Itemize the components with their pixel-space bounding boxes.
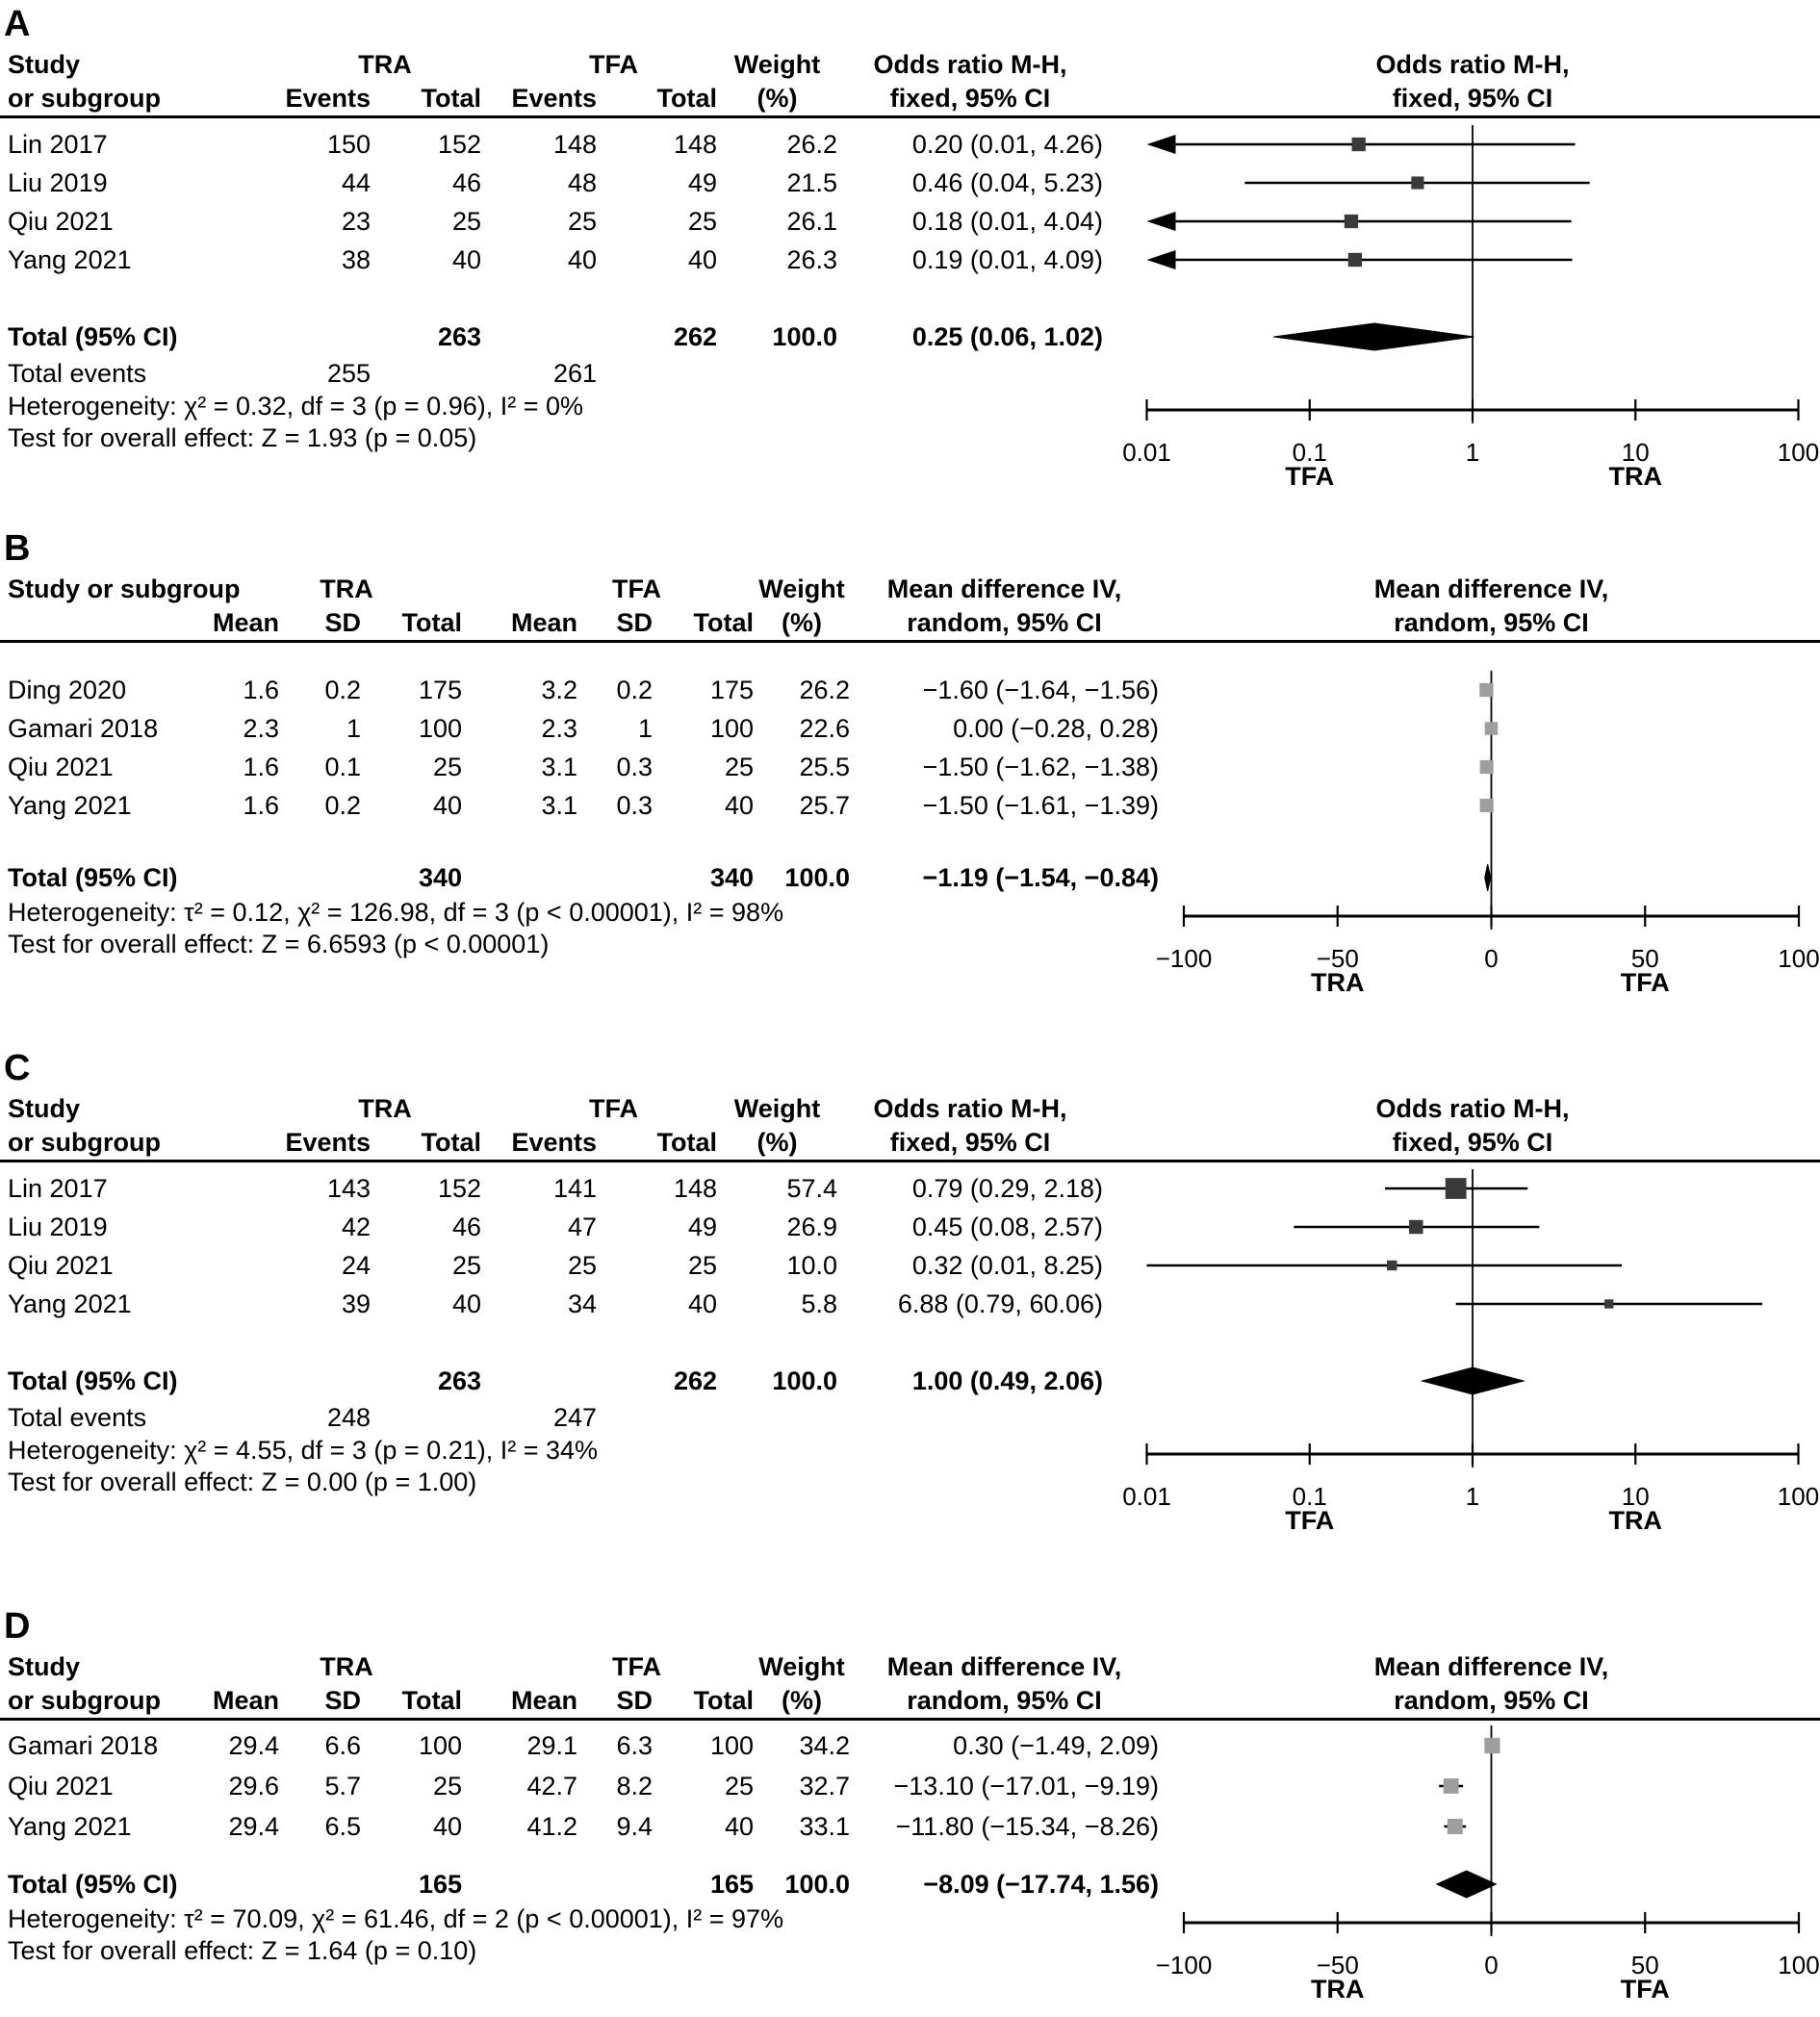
axis-tick-label: 0 <box>1484 1951 1499 1979</box>
total-weight: 100.0 <box>772 322 837 351</box>
effect-square <box>1352 138 1366 151</box>
col-header-effect-line1: Mean difference IV, <box>886 1652 1122 1681</box>
value-cell: 40 <box>567 245 597 274</box>
effect-square <box>1485 722 1498 734</box>
axis-right-group-label: TFA <box>1620 1975 1670 2004</box>
overall-test-text: Test for overall effect: Z = 1.64 (p = 0.10) <box>8 1936 477 1965</box>
col-header-sub: Events <box>511 84 597 113</box>
axis-left-group-label: TRA <box>1311 1975 1365 2004</box>
total-n2: 262 <box>673 322 717 351</box>
total-diamond <box>1273 323 1474 350</box>
value-cell: 6.5 <box>324 1812 361 1841</box>
value-cell: 40 <box>724 791 754 820</box>
ci-text: 0.45 (0.08, 2.57) <box>911 1213 1103 1241</box>
value-cell: 46 <box>451 1213 481 1241</box>
col-header-effect-line2: fixed, 95% CI <box>889 1128 1051 1157</box>
study-name: Yang 2021 <box>8 791 132 820</box>
value-cell: 150 <box>326 130 371 159</box>
col-header-sub: SD <box>616 608 653 637</box>
axis-tick-label: −50 <box>1316 1951 1359 1979</box>
weight-cell: 26.2 <box>786 130 837 159</box>
col-header-sub: Total <box>656 1128 717 1157</box>
value-cell: 25 <box>687 207 717 236</box>
col-header-weight-unit: (%) <box>756 1128 798 1157</box>
axis-tick-label: 0 <box>1484 944 1499 973</box>
total-diamond <box>1423 1367 1525 1394</box>
value-cell: 38 <box>341 245 371 274</box>
panel-label: D <box>4 1606 31 1647</box>
total-n2: 340 <box>709 863 754 892</box>
weight-cell: 21.5 <box>786 168 837 197</box>
total-events-v2: 261 <box>552 359 597 388</box>
value-cell: 24 <box>341 1251 371 1280</box>
col-header-sub: Total <box>421 1128 481 1157</box>
total-ci-text: −8.09 (−17.74, 1.56) <box>923 1870 1159 1899</box>
overall-test-text: Test for overall effect: Z = 6.6593 (p < 0.00001) <box>8 930 550 958</box>
ci-text: 0.79 (0.29, 2.18) <box>911 1174 1103 1203</box>
study-name: Qiu 2021 <box>8 1772 114 1800</box>
total-label: Total (95% CI) <box>8 863 178 892</box>
col-header-weight: Weight <box>733 1094 821 1123</box>
value-cell: 49 <box>687 168 717 197</box>
heterogeneity-text: Heterogeneity: τ² = 0.12, χ² = 126.98, df = 3 (p < 0.00001), I² = 98% <box>8 898 784 927</box>
col-header-weight-unit: (%) <box>782 1686 822 1715</box>
value-cell: 152 <box>437 130 481 159</box>
panel-label: A <box>4 4 31 44</box>
study-name: Qiu 2021 <box>8 207 114 236</box>
axis-tick-label: 0.01 <box>1122 1482 1171 1511</box>
header-rule <box>0 115 1820 118</box>
col-header-sub: Total <box>421 84 481 113</box>
effect-square <box>1484 1738 1500 1753</box>
total-n1: 263 <box>437 1366 481 1395</box>
value-cell: 42.7 <box>526 1772 577 1800</box>
header-rule <box>0 1160 1820 1162</box>
col-header-sub: Events <box>285 1128 371 1157</box>
col-header-sub: Mean <box>212 1686 279 1715</box>
study-name: Liu 2019 <box>8 1213 108 1241</box>
value-cell: 39 <box>341 1289 371 1318</box>
value-cell: 25 <box>567 207 597 236</box>
total-weight: 100.0 <box>784 863 850 892</box>
col-header-group2: TFA <box>612 1652 661 1681</box>
value-cell: 3.1 <box>541 753 577 781</box>
value-cell: 48 <box>567 168 597 197</box>
overall-test-text: Test for overall effect: Z = 0.00 (p = 1.00) <box>8 1468 477 1496</box>
col-header-sub: SD <box>324 608 361 637</box>
total-n1: 263 <box>437 322 481 351</box>
value-cell: 0.2 <box>324 791 361 820</box>
effect-square <box>1387 1261 1397 1270</box>
col-header-sub: Events <box>511 1128 597 1157</box>
value-cell: 25 <box>432 753 462 781</box>
study-name: Lin 2017 <box>8 1174 108 1203</box>
overall-test-text: Test for overall effect: Z = 1.93 (p = 0.05) <box>8 423 477 452</box>
value-cell: 100 <box>418 1731 462 1760</box>
value-cell: 49 <box>687 1213 717 1241</box>
weight-cell: 26.3 <box>786 245 837 274</box>
value-cell: 29.6 <box>228 1772 279 1800</box>
value-cell: 40 <box>687 245 717 274</box>
col-header-sub: Events <box>285 84 371 113</box>
value-cell: 0.3 <box>616 791 653 820</box>
col-header-study-line1: Study <box>8 1094 81 1123</box>
panel-label: B <box>4 528 31 569</box>
header-rule <box>0 1718 1820 1721</box>
total-ci-text: 1.00 (0.49, 2.06) <box>911 1366 1103 1395</box>
value-cell: 47 <box>567 1213 597 1241</box>
col-header-study-line1: Study <box>8 1652 81 1681</box>
col-header-weight-unit: (%) <box>756 84 798 113</box>
total-n1: 165 <box>418 1870 462 1899</box>
value-cell: 148 <box>673 1174 717 1203</box>
total-ci-text: 0.25 (0.06, 1.02) <box>911 322 1103 351</box>
value-cell: 46 <box>451 168 481 197</box>
value-cell: 29.4 <box>228 1812 279 1841</box>
total-diamond <box>1485 864 1491 891</box>
study-name: Ding 2020 <box>8 676 127 704</box>
value-cell: 42 <box>341 1213 371 1241</box>
col-header-effect-line2: fixed, 95% CI <box>889 84 1051 113</box>
ci-text: 0.20 (0.01, 4.26) <box>911 130 1103 159</box>
plot-header-line2: random, 95% CI <box>1394 608 1589 637</box>
total-events-v1: 255 <box>326 359 371 388</box>
value-cell: 41.2 <box>526 1812 577 1841</box>
ci-text: 0.00 (−0.28, 0.28) <box>953 714 1159 743</box>
study-name: Qiu 2021 <box>8 753 114 781</box>
axis-tick-label: −50 <box>1316 944 1359 973</box>
col-header-study-line2: or subgroup <box>8 1128 161 1157</box>
col-header-sub: Total <box>693 1686 754 1715</box>
value-cell: 8.2 <box>616 1772 653 1800</box>
plot-header-line2: random, 95% CI <box>1394 1686 1589 1715</box>
col-header-sub: SD <box>616 1686 653 1715</box>
axis-left-group-label: TRA <box>1311 968 1365 997</box>
axis-right-group-label: TRA <box>1608 462 1662 491</box>
weight-cell: 22.6 <box>799 714 850 743</box>
study-name: Gamari 2018 <box>8 714 159 743</box>
col-header-group1: TRA <box>320 1652 373 1681</box>
col-header-effect-line1: Mean difference IV, <box>886 574 1122 603</box>
effect-square <box>1480 760 1494 774</box>
col-header-study-line2: or subgroup <box>8 84 161 113</box>
total-events-v2: 247 <box>552 1403 597 1432</box>
effect-square <box>1411 176 1423 189</box>
value-cell: 25 <box>687 1251 717 1280</box>
heterogeneity-text: Heterogeneity: τ² = 70.09, χ² = 61.46, df = 2 (p < 0.00001), I² = 97% <box>8 1904 784 1933</box>
axis-tick-label: 1 <box>1465 438 1480 467</box>
value-cell: 6.6 <box>324 1731 361 1760</box>
value-cell: 1 <box>346 714 361 743</box>
total-n2: 165 <box>709 1870 754 1899</box>
axis-left-group-label: TFA <box>1285 462 1335 491</box>
arrow-left-icon <box>1147 250 1176 269</box>
study-name: Gamari 2018 <box>8 1731 159 1760</box>
total-label: Total (95% CI) <box>8 1870 178 1899</box>
value-cell: 25 <box>451 207 481 236</box>
value-cell: 175 <box>709 676 754 704</box>
value-cell: 40 <box>432 1812 462 1841</box>
value-cell: 100 <box>709 714 754 743</box>
total-events-label: Total events <box>8 359 147 388</box>
value-cell: 40 <box>432 791 462 820</box>
col-header-effect-line2: random, 95% CI <box>907 608 1102 637</box>
effect-square <box>1448 1819 1463 1834</box>
ci-text: 6.88 (0.79, 60.06) <box>897 1289 1103 1318</box>
col-header-effect-line1: Odds ratio M-H, <box>873 1094 1067 1123</box>
col-header-sub: Total <box>401 608 462 637</box>
plot-header-line1: Odds ratio M-H, <box>1375 50 1570 79</box>
col-header-effect-line1: Odds ratio M-H, <box>873 50 1067 79</box>
plot-header-line1: Mean difference IV, <box>1373 574 1609 603</box>
axis-tick-label: 0.01 <box>1122 438 1171 467</box>
col-header-study-line2: or subgroup <box>8 1686 161 1715</box>
axis-tick-label: −100 <box>1155 944 1213 973</box>
ci-text: 0.46 (0.04, 5.23) <box>911 168 1103 197</box>
panel-label: C <box>4 1048 31 1088</box>
effect-square <box>1345 215 1358 228</box>
col-header-study-line1: Study <box>8 50 81 79</box>
weight-cell: 34.2 <box>799 1731 850 1760</box>
axis-tick-label: 100 <box>1777 438 1820 467</box>
plot-header-line1: Odds ratio M-H, <box>1375 1094 1570 1123</box>
study-name: Yang 2021 <box>8 1812 132 1841</box>
total-ci-text: −1.19 (−1.54, −0.84) <box>922 863 1159 892</box>
axis-tick-label: 0.1 <box>1292 438 1327 467</box>
plot-header-line2: fixed, 95% CI <box>1392 1128 1553 1157</box>
weight-cell: 25.5 <box>799 753 850 781</box>
value-cell: 25 <box>451 1251 481 1280</box>
effect-square <box>1480 799 1494 812</box>
total-n1: 340 <box>418 863 462 892</box>
heterogeneity-text: Heterogeneity: χ² = 4.55, df = 3 (p = 0.21), I² = 34% <box>8 1436 599 1465</box>
forest-plot-D <box>1155 1725 1820 2009</box>
axis-right-group-label: TFA <box>1620 968 1670 997</box>
axis-tick-label: 100 <box>1778 944 1820 973</box>
study-name: Qiu 2021 <box>8 1251 114 1280</box>
value-cell: 1 <box>637 714 653 743</box>
ci-text: −11.80 (−15.34, −8.26) <box>895 1812 1159 1841</box>
value-cell: 0.2 <box>616 676 653 704</box>
forest-plot-B <box>1155 671 1820 1003</box>
study-name: Liu 2019 <box>8 168 108 197</box>
value-cell: 44 <box>341 168 371 197</box>
value-cell: 25 <box>724 1772 754 1800</box>
col-header-weight-unit: (%) <box>782 608 822 637</box>
forest-plot-C <box>1107 1169 1820 1541</box>
arrow-left-icon <box>1147 135 1176 154</box>
value-cell: 152 <box>437 1174 481 1203</box>
value-cell: 9.4 <box>616 1812 653 1841</box>
col-header-weight: Weight <box>758 1652 845 1681</box>
axis-tick-label: 1 <box>1465 1482 1480 1511</box>
value-cell: 0.3 <box>616 753 653 781</box>
col-header-group2: TFA <box>589 50 638 79</box>
value-cell: 148 <box>673 130 717 159</box>
axis-tick-label: −100 <box>1155 1951 1213 1979</box>
weight-cell: 26.2 <box>799 676 850 704</box>
total-label: Total (95% CI) <box>8 322 178 351</box>
value-cell: 34 <box>567 1289 597 1318</box>
col-header-study-line1: Study or subgroup <box>8 574 241 603</box>
col-header-weight: Weight <box>758 574 845 603</box>
ci-text: 0.30 (−1.49, 2.09) <box>953 1731 1159 1760</box>
col-header-group1: TRA <box>358 50 412 79</box>
value-cell: 1.6 <box>243 676 279 704</box>
value-cell: 29.4 <box>228 1731 279 1760</box>
value-cell: 40 <box>451 245 481 274</box>
col-header-group1: TRA <box>358 1094 412 1123</box>
effect-square <box>1446 1178 1467 1199</box>
weight-cell: 5.8 <box>801 1289 837 1318</box>
effect-square <box>1604 1299 1613 1308</box>
effect-square <box>1479 683 1493 697</box>
value-cell: 0.1 <box>324 753 361 781</box>
value-cell: 29.1 <box>526 1731 577 1760</box>
col-header-group2: TFA <box>589 1094 638 1123</box>
total-diamond <box>1437 1871 1497 1898</box>
col-header-weight: Weight <box>733 50 821 79</box>
axis-tick-label: 0.1 <box>1292 1482 1327 1511</box>
ci-text: −13.10 (−17.01, −9.19) <box>893 1772 1159 1800</box>
total-weight: 100.0 <box>784 1870 850 1899</box>
value-cell: 5.7 <box>324 1772 361 1800</box>
axis-tick-label: 10 <box>1621 1482 1650 1511</box>
arrow-left-icon <box>1147 212 1176 231</box>
weight-cell: 25.7 <box>799 791 850 820</box>
heterogeneity-text: Heterogeneity: χ² = 0.32, df = 3 (p = 0.96), I² = 0% <box>8 392 584 421</box>
axis-tick-label: 50 <box>1630 1951 1659 1979</box>
weight-cell: 26.9 <box>786 1213 837 1241</box>
value-cell: 25 <box>567 1251 597 1280</box>
col-header-group2: TFA <box>612 574 661 603</box>
weight-cell: 10.0 <box>786 1251 837 1280</box>
effect-square <box>1409 1220 1423 1234</box>
study-name: Lin 2017 <box>8 130 108 159</box>
value-cell: 40 <box>724 1812 754 1841</box>
axis-tick-label: 10 <box>1621 438 1650 467</box>
value-cell: 1.6 <box>243 753 279 781</box>
weight-cell: 57.4 <box>786 1174 837 1203</box>
study-name: Yang 2021 <box>8 245 132 274</box>
plot-header-line2: fixed, 95% CI <box>1392 84 1553 113</box>
value-cell: 40 <box>687 1289 717 1318</box>
plot-header-line1: Mean difference IV, <box>1373 1652 1609 1681</box>
value-cell: 6.3 <box>616 1731 653 1760</box>
axis-left-group-label: TFA <box>1285 1506 1335 1535</box>
col-header-sub: Mean <box>212 608 279 637</box>
value-cell: 143 <box>326 1174 371 1203</box>
ci-text: −1.50 (−1.61, −1.39) <box>922 791 1159 820</box>
ci-text: −1.50 (−1.62, −1.38) <box>922 753 1159 781</box>
total-weight: 100.0 <box>772 1366 837 1395</box>
value-cell: 175 <box>418 676 462 704</box>
ci-text: 0.32 (0.01, 8.25) <box>911 1251 1103 1280</box>
effect-square <box>1444 1778 1459 1794</box>
value-cell: 2.3 <box>243 714 279 743</box>
axis-tick-label: 50 <box>1630 944 1659 973</box>
axis-tick-label: 100 <box>1778 1951 1820 1979</box>
study-name: Yang 2021 <box>8 1289 132 1318</box>
ci-text: 0.19 (0.01, 4.09) <box>911 245 1103 274</box>
total-events-label: Total events <box>8 1403 147 1432</box>
col-header-sub: Total <box>401 1686 462 1715</box>
forest-plot-A <box>1107 125 1820 497</box>
effect-square <box>1348 253 1362 267</box>
value-cell: 148 <box>552 130 597 159</box>
weight-cell: 33.1 <box>799 1812 850 1841</box>
value-cell: 3.2 <box>541 676 577 704</box>
ci-text: −1.60 (−1.64, −1.56) <box>922 676 1159 704</box>
value-cell: 25 <box>432 1772 462 1800</box>
ci-text: 0.18 (0.01, 4.04) <box>911 207 1103 236</box>
value-cell: 1.6 <box>243 791 279 820</box>
weight-cell: 26.1 <box>786 207 837 236</box>
col-header-sub: Mean <box>510 608 577 637</box>
col-header-sub: Mean <box>510 1686 577 1715</box>
value-cell: 100 <box>709 1731 754 1760</box>
header-rule <box>0 640 1820 643</box>
value-cell: 40 <box>451 1289 481 1318</box>
col-header-sub: SD <box>324 1686 361 1715</box>
col-header-effect-line2: random, 95% CI <box>907 1686 1102 1715</box>
total-n2: 262 <box>673 1366 717 1395</box>
col-header-group1: TRA <box>320 574 373 603</box>
value-cell: 23 <box>341 207 371 236</box>
value-cell: 3.1 <box>541 791 577 820</box>
axis-tick-label: 100 <box>1777 1482 1820 1511</box>
weight-cell: 32.7 <box>799 1772 850 1800</box>
value-cell: 25 <box>724 753 754 781</box>
value-cell: 0.2 <box>324 676 361 704</box>
total-label: Total (95% CI) <box>8 1366 178 1395</box>
value-cell: 2.3 <box>541 714 577 743</box>
col-header-sub: Total <box>656 84 717 113</box>
value-cell: 100 <box>418 714 462 743</box>
col-header-sub: Total <box>693 608 754 637</box>
value-cell: 141 <box>552 1174 597 1203</box>
total-events-v1: 248 <box>326 1403 371 1432</box>
axis-right-group-label: TRA <box>1608 1506 1662 1535</box>
